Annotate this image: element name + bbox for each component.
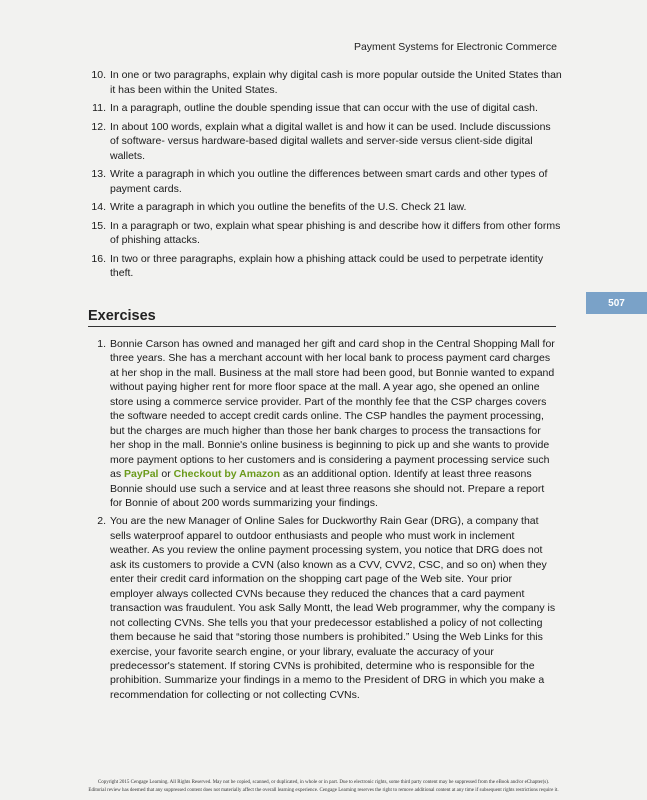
question-text: In a paragraph or two, explain what spear phishing is and describe how it differs from other forms of phishing attacks. <box>110 219 561 246</box>
question-item <box>91 219 562 248</box>
exercise-text: You are the new Manager of Online Sales for Duckworthy Rain Gear (DRG), a company that sells waterproof apparel to outdoor enthusiasts and people who must work in inclement weather. As you review the online payment processing system, you notice that DRG does not ask its customers to provide a CVN (also known as a CVV, CVV2, CSC, and so on) when they enter their credit card information on the shopping cart page of the Web site. Your prior employer always collected CVNs because they reduced the chances that a card payment transaction was fraudulent. You ask Sally Montt, the lead Web programmer, why the company is not collecting CVNs. She tells you that your predecessor established a policy of not collecting them because he said that “storing those numbers is prohibited.” Using the Web Links for this exercise, your favorite search engine, or your library, evaluate the accuracy of your predecessor's statement. If storing CVNs is prohibited, determine who is responsible for the prohibition. Summarize your findings in a memo to the President of DRG in which you make a recommendation for collecting or not collecting CVNs. <box>110 515 556 701</box>
question-text: Write a paragraph in which you outline the benefits of the U.S. Check 21 law. <box>110 201 467 213</box>
question-number: 13. <box>91 168 106 180</box>
copyright-footer <box>0 779 647 794</box>
exercise-number: 2. <box>97 515 106 528</box>
question-number: 10. <box>91 69 106 81</box>
question-item <box>91 120 562 164</box>
exercise-item <box>97 337 556 510</box>
question-item <box>91 200 562 215</box>
exercise-text: as an additional option. Identify at least three reasons Bonnie should use such a service and at least three reasons she should not. Prepare a report for Bonnie of about 200 words summarizing your findings. <box>110 468 545 509</box>
question-number: 11. <box>92 102 106 114</box>
question-text: In about 100 words, explain what a digital wallet is and how it can be used. Include discussions of software- versus hardware-based digital wallets and server-side versus client-side digital wallets. <box>110 120 551 162</box>
question-number: 12. <box>91 120 106 133</box>
running-head: Payment Systems for Electronic Commerce <box>353 41 557 53</box>
exercises-heading: Exercises <box>88 308 556 327</box>
exercise-item <box>97 514 556 702</box>
question-number: 14. <box>91 201 106 213</box>
exercise-text: or <box>158 468 174 481</box>
question-number: 15. <box>91 219 106 232</box>
checkout-by-amazon-link[interactable]: Checkout by Amazon <box>173 468 281 481</box>
exercises-list <box>97 337 556 706</box>
question-item <box>92 101 562 116</box>
copyright-line: Editorial review has deemed that any suppressed content does not materially affect the overall learning experience. Cengage Learning reserves the right to remove additional content at any time if subsequent rights restrictions require it. <box>88 787 559 793</box>
question-text: In a paragraph, outline the double spending issue that can occur with the use of digital cash. <box>110 102 538 114</box>
review-questions-list <box>91 68 562 285</box>
question-item <box>91 167 562 196</box>
question-text: Write a paragraph in which you outline the differences between smart cards and other types of payment cards. <box>110 168 548 195</box>
exercise-number: 1. <box>97 338 106 350</box>
copyright-line: Copyright 2015 Cengage Learning. All Rights Reserved. May not be copied, scanned, or duplicated, in whole or in part. Due to electronic rights, some third party content may be suppressed from the eBook and/or eChapter(s). <box>97 780 550 785</box>
question-text: In two or three paragraphs, explain how a phishing attack could be used to perpetrate identity theft. <box>110 252 544 279</box>
paypal-link[interactable]: PayPal <box>124 468 159 481</box>
exercise-text: Bonnie Carson has owned and managed her gift and card shop in the Central Shopping Mall for three years. She has a merchant account with her local bank to process payment card charges at her shop in the mall. Business at the mall store had been good, but Bonnie wanted to expand without paying higher rent for more floor space at the mall. A year ago, she opened an online store using a commerce service provider. Part of the monthly fee that the CSP charges covers the software needed to accept credit cards online. The CSP handles the payment processing, but the charges are much higher than those her bank charges to process the transactions for her shop in the mall. Bonnie's online business is beginning to pick up and she wants to provide more payment options to her customers and is considering a payment processing service such as <box>110 338 555 481</box>
question-item <box>91 252 562 281</box>
question-item <box>91 68 562 97</box>
page-number-tab: 507 <box>586 292 647 314</box>
question-text: In one or two paragraphs, explain why digital cash is more popular outside the United States than it has been within the United States. <box>110 69 562 96</box>
question-number: 16. <box>91 252 106 265</box>
